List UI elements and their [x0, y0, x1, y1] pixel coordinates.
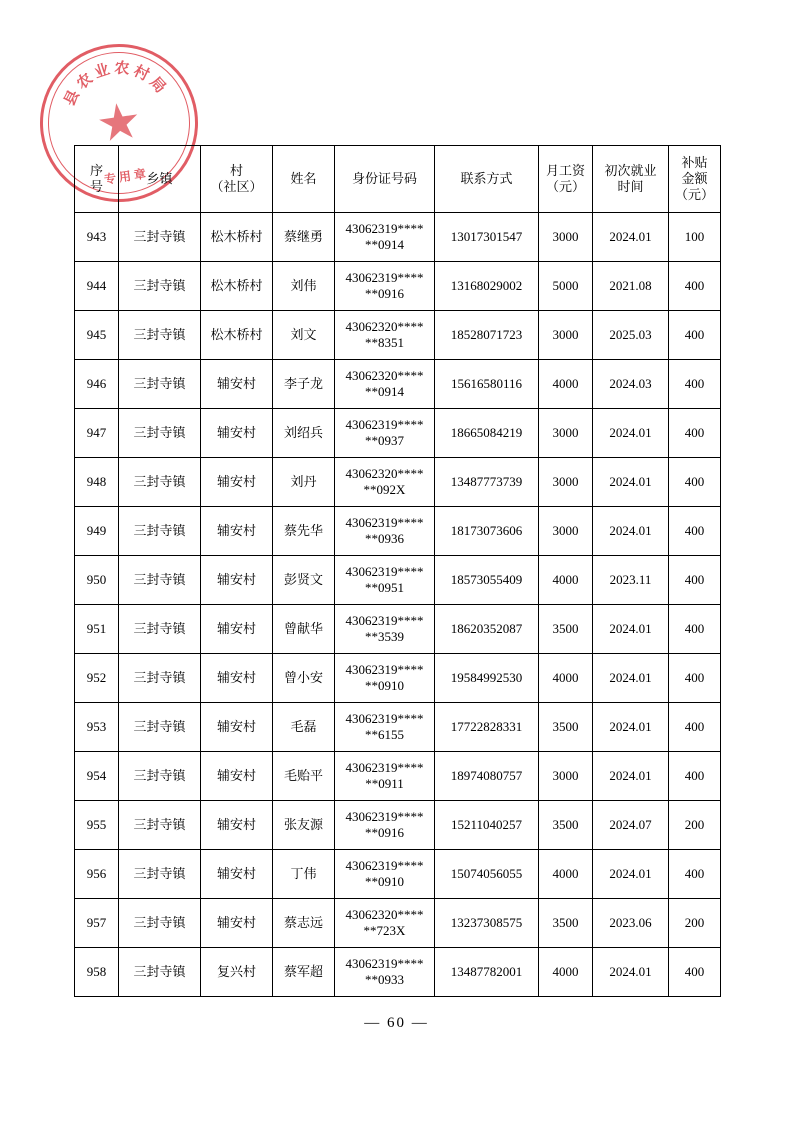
table-row [75, 556, 721, 605]
cell-salary: 3000 [539, 752, 593, 801]
cell-salary: 3000 [539, 213, 593, 262]
cell-town: 三封寺镇 [119, 311, 201, 360]
cell-town: 三封寺镇 [119, 605, 201, 654]
col-header-village [201, 146, 273, 213]
cell-name: 刘丹 [273, 458, 335, 507]
cell-id-line1: 43062319**** [345, 269, 424, 285]
cell-phone: 18573055409 [435, 556, 539, 605]
cell-name: 彭贤文 [273, 556, 335, 605]
cell-date: 2023.11 [593, 556, 669, 605]
cell-id [335, 605, 435, 654]
cell-subsidy: 400 [669, 850, 721, 899]
cell-id [335, 311, 435, 360]
cell-salary: 3500 [539, 899, 593, 948]
cell-phone: 18665084219 [435, 409, 539, 458]
cell-id-line2: **0936 [365, 531, 404, 546]
cell-name: 曾献华 [273, 605, 335, 654]
cell-subsidy: 200 [669, 801, 721, 850]
cell-id-line2: **8351 [365, 335, 404, 350]
cell-date: 2024.01 [593, 458, 669, 507]
col-header-salary [539, 146, 593, 213]
cell-subsidy: 400 [669, 948, 721, 997]
cell-id-line2: **0951 [365, 580, 404, 595]
col-header-phone-line1: 联系方式 [460, 170, 513, 186]
cell-id-line1: 43062319**** [345, 808, 424, 824]
cell-seq: 948 [75, 458, 119, 507]
cell-town: 三封寺镇 [119, 752, 201, 801]
cell-salary: 4000 [539, 850, 593, 899]
cell-phone: 18620352087 [435, 605, 539, 654]
cell-date: 2024.01 [593, 752, 669, 801]
cell-town: 三封寺镇 [119, 801, 201, 850]
cell-town: 三封寺镇 [119, 409, 201, 458]
table-row [75, 703, 721, 752]
cell-village: 辅安村 [201, 703, 273, 752]
cell-date: 2024.01 [593, 507, 669, 556]
cell-name: 丁伟 [273, 850, 335, 899]
cell-id [335, 703, 435, 752]
cell-seq: 943 [75, 213, 119, 262]
cell-date: 2024.07 [593, 801, 669, 850]
cell-salary: 5000 [539, 262, 593, 311]
cell-salary: 3500 [539, 605, 593, 654]
cell-salary: 3000 [539, 507, 593, 556]
table-row [75, 262, 721, 311]
cell-town: 三封寺镇 [119, 213, 201, 262]
cell-id-line1: 43062319**** [345, 955, 424, 971]
cell-subsidy: 100 [669, 213, 721, 262]
cell-name: 刘伟 [273, 262, 335, 311]
cell-seq: 944 [75, 262, 119, 311]
cell-date: 2023.06 [593, 899, 669, 948]
cell-village: 辅安村 [201, 458, 273, 507]
cell-salary: 4000 [539, 948, 593, 997]
cell-village: 辅安村 [201, 850, 273, 899]
table-row [75, 801, 721, 850]
cell-name: 毛磊 [273, 703, 335, 752]
cell-village: 辅安村 [201, 605, 273, 654]
cell-town: 三封寺镇 [119, 507, 201, 556]
cell-date: 2024.01 [593, 605, 669, 654]
cell-id-line2: **6155 [365, 727, 404, 742]
cell-village: 辅安村 [201, 507, 273, 556]
cell-seq: 949 [75, 507, 119, 556]
col-header-town-line1: 乡镇 [146, 170, 173, 186]
cell-id-line1: 43062320**** [345, 367, 424, 383]
col-header-subsidy-line2: 金额（元） [674, 170, 714, 203]
cell-town: 三封寺镇 [119, 850, 201, 899]
col-header-seq [75, 146, 119, 213]
cell-seq: 946 [75, 360, 119, 409]
cell-id-line2: **0914 [365, 237, 404, 252]
subsidy-table [74, 145, 721, 997]
cell-seq: 947 [75, 409, 119, 458]
cell-subsidy: 400 [669, 360, 721, 409]
cell-salary: 3000 [539, 409, 593, 458]
cell-id-line1: 43062319**** [345, 416, 424, 432]
cell-id-line2: **0937 [365, 433, 404, 448]
table-row [75, 850, 721, 899]
cell-id-line2: **0911 [365, 776, 404, 791]
cell-seq: 945 [75, 311, 119, 360]
col-header-salary-line2: （元） [545, 179, 585, 194]
cell-seq: 958 [75, 948, 119, 997]
cell-salary: 3000 [539, 458, 593, 507]
cell-phone: 17722828331 [435, 703, 539, 752]
cell-id [335, 899, 435, 948]
col-header-village-line2: （社区） [210, 179, 263, 194]
cell-village: 辅安村 [201, 801, 273, 850]
cell-name: 李子龙 [273, 360, 335, 409]
cell-subsidy: 400 [669, 262, 721, 311]
cell-village: 松木桥村 [201, 262, 273, 311]
table-row [75, 752, 721, 801]
cell-id-line2: **3539 [365, 629, 404, 644]
cell-id-line1: 43062319**** [345, 563, 424, 579]
cell-village: 辅安村 [201, 899, 273, 948]
cell-id-line2: **0910 [365, 678, 404, 693]
col-header-subsidy-line1: 补贴 [681, 154, 708, 170]
cell-seq: 950 [75, 556, 119, 605]
col-header-seq-line2: 号 [89, 179, 103, 194]
cell-id-line1: 43062320**** [345, 906, 424, 922]
cell-id-line2: **092X [363, 482, 406, 497]
cell-id-line1: 43062319**** [345, 661, 424, 677]
cell-id [335, 556, 435, 605]
cell-village: 辅安村 [201, 654, 273, 703]
cell-seq: 956 [75, 850, 119, 899]
seal-top-text: 县 农 业 农 村 局 [61, 60, 170, 109]
cell-id-line1: 43062320**** [345, 318, 424, 334]
cell-id-line2: **0910 [365, 874, 404, 889]
col-header-name-line1: 姓名 [290, 170, 317, 186]
cell-subsidy: 400 [669, 458, 721, 507]
cell-id [335, 801, 435, 850]
cell-village: 松木桥村 [201, 213, 273, 262]
cell-subsidy: 400 [669, 654, 721, 703]
cell-subsidy: 400 [669, 605, 721, 654]
table-header [75, 146, 721, 213]
cell-town: 三封寺镇 [119, 948, 201, 997]
page-number: — 60 — [364, 1015, 429, 1031]
cell-village: 复兴村 [201, 948, 273, 997]
cell-subsidy: 400 [669, 703, 721, 752]
col-header-id-line1: 身份证号码 [351, 170, 417, 186]
cell-seq: 952 [75, 654, 119, 703]
cell-id [335, 458, 435, 507]
cell-subsidy: 400 [669, 507, 721, 556]
page-footer [0, 1015, 793, 1032]
cell-phone: 18528071723 [435, 311, 539, 360]
col-header-salary-line1: 月工资 [545, 162, 585, 178]
seal-star-icon [96, 100, 141, 145]
cell-date: 2024.01 [593, 654, 669, 703]
table-row [75, 605, 721, 654]
cell-salary: 3000 [539, 311, 593, 360]
col-header-phone [435, 146, 539, 213]
col-header-date-line2: 时间 [617, 179, 644, 194]
table-row [75, 899, 721, 948]
col-header-subsidy [669, 146, 721, 213]
cell-seq: 957 [75, 899, 119, 948]
cell-date: 2024.03 [593, 360, 669, 409]
cell-phone: 18974080757 [435, 752, 539, 801]
cell-id-line1: 43062319**** [345, 220, 424, 236]
cell-id [335, 948, 435, 997]
cell-date: 2024.01 [593, 703, 669, 752]
cell-phone: 15211040257 [435, 801, 539, 850]
cell-village: 松木桥村 [201, 311, 273, 360]
cell-id [335, 507, 435, 556]
cell-salary: 4000 [539, 654, 593, 703]
cell-seq: 953 [75, 703, 119, 752]
cell-subsidy: 400 [669, 556, 721, 605]
col-header-name [273, 146, 335, 213]
cell-seq: 955 [75, 801, 119, 850]
cell-id-line1: 43062319**** [345, 612, 424, 628]
cell-subsidy: 200 [669, 899, 721, 948]
table-row [75, 458, 721, 507]
cell-subsidy: 400 [669, 409, 721, 458]
table-header-row [75, 146, 721, 213]
cell-salary: 4000 [539, 360, 593, 409]
cell-village: 辅安村 [201, 556, 273, 605]
col-header-town [119, 146, 201, 213]
cell-name: 蔡先华 [273, 507, 335, 556]
cell-id-line2: **723X [363, 923, 406, 938]
table-body [75, 213, 721, 997]
col-header-id [335, 146, 435, 213]
table-row [75, 311, 721, 360]
cell-phone: 13168029002 [435, 262, 539, 311]
cell-phone: 15074056055 [435, 850, 539, 899]
cell-id [335, 752, 435, 801]
cell-village: 辅安村 [201, 409, 273, 458]
cell-id [335, 654, 435, 703]
seal-bottom-text: 专用章 [103, 166, 150, 187]
cell-town: 三封寺镇 [119, 899, 201, 948]
cell-id [335, 850, 435, 899]
cell-village: 辅安村 [201, 752, 273, 801]
cell-village: 辅安村 [201, 360, 273, 409]
table-row [75, 213, 721, 262]
cell-town: 三封寺镇 [119, 262, 201, 311]
table-row [75, 360, 721, 409]
cell-name: 刘绍兵 [273, 409, 335, 458]
cell-id-line2: **0916 [365, 286, 404, 301]
cell-subsidy: 400 [669, 752, 721, 801]
cell-seq: 951 [75, 605, 119, 654]
cell-phone: 13487773739 [435, 458, 539, 507]
cell-town: 三封寺镇 [119, 458, 201, 507]
cell-phone: 18173073606 [435, 507, 539, 556]
data-table-container [74, 145, 720, 997]
cell-date: 2025.03 [593, 311, 669, 360]
cell-date: 2024.01 [593, 850, 669, 899]
table-row [75, 654, 721, 703]
cell-id-line1: 43062319**** [345, 857, 424, 873]
cell-salary: 3500 [539, 801, 593, 850]
cell-salary: 4000 [539, 556, 593, 605]
cell-name: 蔡军超 [273, 948, 335, 997]
cell-name: 刘文 [273, 311, 335, 360]
col-header-seq-line1: 序 [89, 162, 103, 178]
cell-id-line2: **0933 [365, 972, 404, 987]
cell-name: 曾小安 [273, 654, 335, 703]
cell-id-line1: 43062319**** [345, 759, 424, 775]
cell-town: 三封寺镇 [119, 556, 201, 605]
cell-name: 蔡志远 [273, 899, 335, 948]
cell-date: 2021.08 [593, 262, 669, 311]
table-row [75, 948, 721, 997]
cell-date: 2024.01 [593, 213, 669, 262]
table-row [75, 409, 721, 458]
cell-id-line2: **0916 [365, 825, 404, 840]
cell-subsidy: 400 [669, 311, 721, 360]
cell-id [335, 409, 435, 458]
cell-phone: 13237308575 [435, 899, 539, 948]
cell-id [335, 360, 435, 409]
cell-name: 毛贻平 [273, 752, 335, 801]
cell-salary: 3500 [539, 703, 593, 752]
cell-phone: 13487782001 [435, 948, 539, 997]
cell-phone: 15616580116 [435, 360, 539, 409]
cell-town: 三封寺镇 [119, 703, 201, 752]
cell-id-line1: 43062320**** [345, 465, 424, 481]
cell-id-line2: **0914 [365, 384, 404, 399]
cell-date: 2024.01 [593, 948, 669, 997]
cell-id-line1: 43062319**** [345, 514, 424, 530]
cell-town: 三封寺镇 [119, 360, 201, 409]
cell-date: 2024.01 [593, 409, 669, 458]
cell-name: 蔡继勇 [273, 213, 335, 262]
cell-id [335, 213, 435, 262]
table-row [75, 507, 721, 556]
col-header-date-line1: 初次就业 [604, 162, 657, 178]
cell-phone: 19584992530 [435, 654, 539, 703]
cell-name: 张友源 [273, 801, 335, 850]
col-header-village-line1: 村 [229, 162, 243, 178]
cell-seq: 954 [75, 752, 119, 801]
cell-town: 三封寺镇 [119, 654, 201, 703]
cell-phone: 13017301547 [435, 213, 539, 262]
col-header-date [593, 146, 669, 213]
cell-id-line1: 43062319**** [345, 710, 424, 726]
cell-id [335, 262, 435, 311]
